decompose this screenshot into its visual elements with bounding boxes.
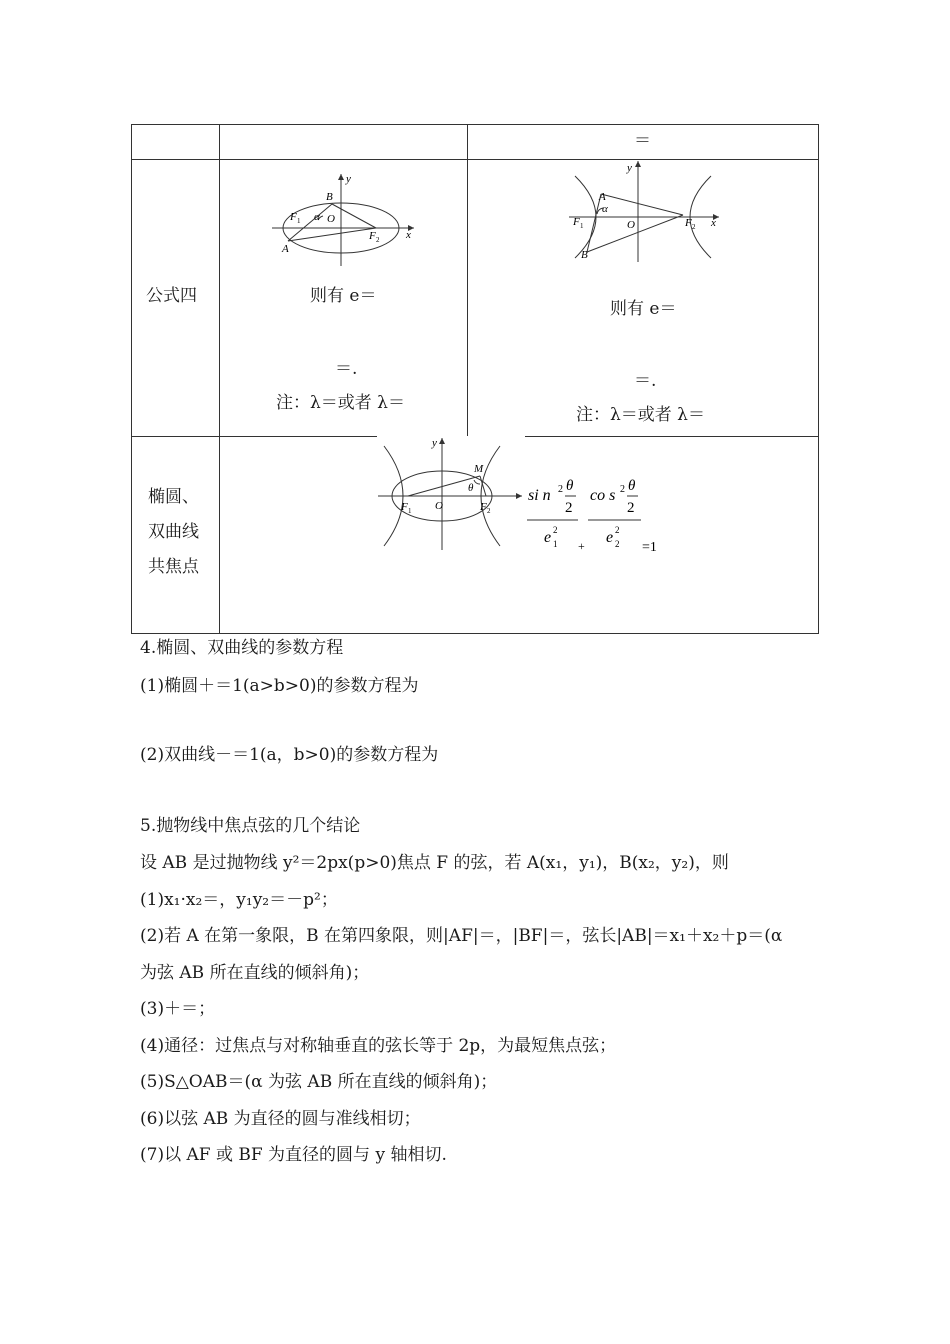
row-label-line3: 共焦点 — [148, 557, 199, 577]
fig1-y-label: y — [346, 173, 351, 185]
fig1-b-label: B — [326, 191, 333, 203]
formula-e1: e — [544, 529, 552, 546]
fig3-f2-label: F — [480, 501, 487, 513]
ellipse-parametric-text: (1)椭圆＋＝1(a>b>0)的参数方程为 — [140, 676, 419, 696]
row-label-line2: 双曲线 — [148, 522, 199, 542]
fig1-alpha-label: α — [314, 211, 320, 223]
row-label-line1: 椭圆、 — [148, 487, 199, 507]
formula-two-1: 2 — [565, 500, 573, 516]
fig2-x-label: x — [711, 217, 716, 229]
conclusion-7: (7)以 AF 或 BF 为直径的圆与 y 轴相切. — [140, 1145, 447, 1165]
conclusion-2: (2)若 A 在第一象限，B 在第四象限，则|AF|＝，|BF|＝，弦长|AB|＝x₁＋x₂＋p＝(α — [140, 926, 783, 946]
formula-plus: + — [578, 539, 585, 553]
confocal-conics-figure — [376, 434, 526, 552]
hyperbola-focal-chord-figure — [565, 158, 725, 266]
fig2-f2-label: F — [685, 217, 692, 229]
formula-theta-1: θ — [566, 478, 574, 494]
fig2-a-label: A — [599, 191, 606, 203]
formula-e2-sub: 2 — [615, 539, 620, 549]
fig3-f2-sub: 2 — [487, 507, 491, 515]
fig3-f1-sub: 1 — [408, 507, 412, 515]
formula-e1-sup: 2 — [553, 525, 558, 535]
formula-theta-2: θ — [628, 478, 636, 494]
hyperbola-parametric-text: (2)双曲线－＝1(a，b>0)的参数方程为 — [140, 745, 439, 765]
formula-equals-one: =1 — [642, 540, 657, 555]
fig1-a-label: A — [282, 243, 289, 255]
left-formula-line2: ＝. — [335, 359, 358, 379]
fig2-y-label: y — [627, 162, 632, 174]
formula-cos: co s — [590, 487, 616, 504]
fig1-x-label: x — [406, 229, 411, 241]
fig3-o-label: O — [435, 500, 443, 512]
right-formula-line2: ＝. — [634, 371, 657, 391]
formula-sin-sup: 2 — [558, 484, 563, 495]
row-label-formula-four: 公式四 — [146, 286, 197, 306]
conclusion-6: (6)以弦 AB 为直径的圆与准线相切； — [140, 1109, 421, 1129]
conclusion-5: (5)S△OAB＝(α 为弦 AB 所在直线的倾斜角)； — [140, 1072, 498, 1092]
section-4-heading: 4.椭圆、双曲线的参数方程 — [140, 638, 344, 658]
fig2-b-label: B — [581, 249, 588, 261]
fig2-f2-sub: 2 — [692, 223, 696, 231]
table-rule-2a — [131, 436, 377, 437]
formula-e2-sup: 2 — [615, 525, 620, 535]
section-5-heading: 5.抛物线中焦点弦的几个结论 — [140, 816, 361, 836]
formula-cos-sup: 2 — [620, 484, 625, 495]
fig1-o-label: O — [327, 213, 335, 225]
fig2-alpha-label: α — [602, 203, 608, 215]
table-rule-2b — [525, 436, 819, 437]
fig3-y-label: y — [432, 437, 437, 449]
table-col-rule-1 — [219, 124, 220, 634]
right-formula-note: 注：λ＝或者 λ＝ — [576, 405, 705, 425]
fig2-f1-label: F — [573, 216, 580, 228]
fig3-theta-label: θ — [468, 482, 474, 494]
formula-e1-sub: 1 — [553, 539, 558, 549]
header-right-cell: ＝ — [634, 131, 651, 151]
fig2-o-label: O — [627, 219, 635, 231]
formula-sin: si n — [528, 487, 551, 504]
ellipse-focal-chord-figure — [268, 168, 418, 270]
conclusion-4: (4)通径：过焦点与对称轴垂直的弦长等于 2p，为最短焦点弦； — [140, 1036, 617, 1056]
left-formula-note: 注：λ＝或者 λ＝ — [276, 393, 405, 413]
conclusion-1: (1)x₁·x₂＝，y₁y₂＝－p²； — [140, 890, 338, 910]
fig1-f1-sub: 1 — [297, 217, 301, 225]
fig2-f1-sub: 1 — [580, 222, 584, 230]
confocal-formula — [524, 470, 674, 560]
focal-chord-intro: 设 AB 是过抛物线 y²＝2px(p>0)焦点 F 的弦，若 A(x₁，y₁)，B(x₂，y₂)，则 — [140, 853, 729, 873]
conclusion-3: (3)＋＝； — [140, 999, 216, 1019]
left-formula-line1: 则有 e＝ — [310, 286, 377, 306]
fig3-m-label: M — [474, 463, 484, 475]
fig1-f2-sub: 2 — [376, 236, 380, 244]
fig1-f2-label: F — [369, 230, 376, 242]
fig3-f1-label: F — [401, 501, 408, 513]
right-formula-line1: 则有 e＝ — [610, 299, 677, 319]
fig1-f1-label: F — [290, 211, 297, 223]
formula-e2: e — [606, 529, 614, 546]
table-col-rule-2a — [467, 124, 468, 436]
conclusion-2-cont: 为弦 AB 所在直线的倾斜角)； — [140, 963, 370, 983]
formula-two-2: 2 — [627, 500, 635, 516]
